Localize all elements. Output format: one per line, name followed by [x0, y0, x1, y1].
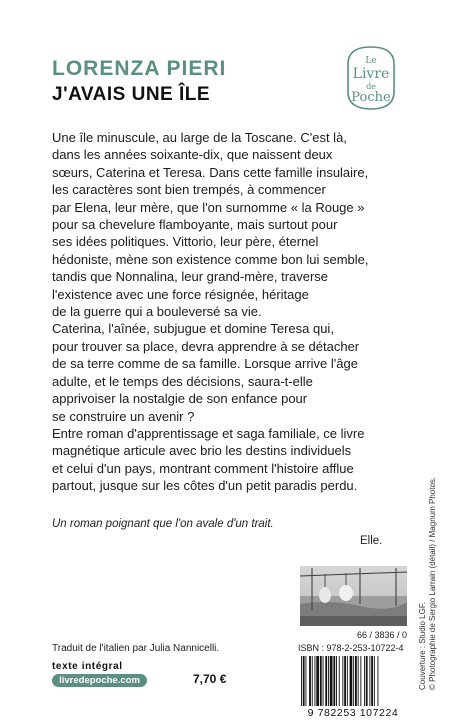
review-source: Elle. — [360, 535, 383, 547]
barcode-bar — [378, 656, 379, 706]
book-title: J'AVAIS UNE ÎLE — [52, 84, 211, 105]
barcode-bar — [355, 656, 357, 706]
barcode-bar — [369, 656, 370, 706]
barcode — [298, 656, 408, 718]
blurb — [52, 129, 402, 495]
logo-line-1: Le — [365, 56, 377, 66]
barcode-bar — [353, 656, 354, 706]
author-name: LORENZA PIERI — [52, 57, 227, 80]
website-link[interactable]: livredepoche.com — [52, 674, 147, 687]
barcode-bar — [342, 656, 343, 706]
barcode-bar — [360, 656, 361, 706]
integral-label: texte intégral — [52, 661, 123, 672]
edition-codes: 66 / 3836 / 0 — [356, 630, 407, 640]
barcode-bar — [350, 656, 353, 706]
barcode-bar — [371, 656, 373, 706]
barcode-bar — [366, 656, 368, 706]
barcode-bar — [309, 656, 311, 706]
barcode-bar — [312, 656, 313, 706]
logo-line-4: Poche — [351, 90, 391, 105]
logo-line-2: Livre — [352, 66, 390, 82]
blurb-paragraph-2: Caterina, l'aînée, subjugue et domine Teresa qui, pour trouver sa place, devra apprendre à se détacher de sa terre comme de sa famille. Lorsque arrive l'âge adulte, et le temps des décisions, saura-t-elle apprivoiser la nostalgie de son enfance pour se construire un avenir ? — [52, 321, 360, 424]
barcode-bar — [374, 656, 375, 706]
barcode-bar — [323, 656, 324, 706]
isbn: ISBN : 978-2-253-10722-4 — [298, 643, 404, 653]
barcode-bar — [320, 656, 322, 706]
barcode-bar — [330, 656, 333, 706]
publisher-logo — [346, 46, 396, 110]
barcode-number: 9 782253 107224 — [307, 707, 399, 719]
credit-line-1: Couverture : Studio LGF. — [418, 601, 427, 690]
barcode-bar — [336, 656, 337, 706]
logo-line-3: de — [366, 82, 376, 91]
blurb-paragraph-3: Entre roman d'apprentissage et saga familiale, ce livre magnétique articule avec brio les destins individuels et celui d'un pays, montrant comment l'histoire afflue partout, jusque sur les côtes d'un petit paradis perdu. — [52, 425, 365, 494]
barcode-bar — [328, 656, 329, 706]
barcode-bar — [339, 656, 340, 706]
credit-line-2: © Photographie de Sergio Larrain (détail) / Magnum Photos. — [428, 476, 437, 690]
review-quote: Un roman poignant que l'on avale d'un trait. — [52, 518, 274, 530]
barcode-bar — [358, 656, 359, 706]
barcode-bar — [347, 656, 348, 706]
blurb-paragraph-1: Une île minuscule, au large de la Toscane. C'est là, dans les années soixante-dix, que naissent deux sœurs, Caterina et Teresa. Dans cette famille insulaire, les caractères sont bien trempés, à commencer par Elena, leur mère, que l'on surnomme « la Rouge » pour sa chevelure flamboyante, mais surtout pour ses idées politiques. Vittorio, leur père, éternel hédoniste, mène son existence comme bon lui semble, tandis que Nonnalina, leur grand-mère, traverse l'existence avec une force résignée, héritage de la guerre qui a bouleversé sa vie. — [52, 130, 369, 320]
barcode-bar — [306, 656, 307, 706]
barcode-bar — [325, 656, 327, 706]
barcode-bar — [333, 656, 335, 706]
barcode-bar — [301, 656, 302, 706]
price: 7,70 € — [193, 672, 227, 686]
barcode-bar — [303, 656, 305, 706]
barcode-bar — [364, 656, 365, 706]
cover-photo — [300, 566, 407, 626]
barcode-bar — [344, 656, 346, 706]
barcode-bar — [316, 656, 319, 706]
barcode-bar — [315, 656, 316, 706]
translator-credit: Traduit de l'italien par Julia Nannicelli. — [52, 643, 220, 654]
photo-credit — [418, 477, 438, 690]
